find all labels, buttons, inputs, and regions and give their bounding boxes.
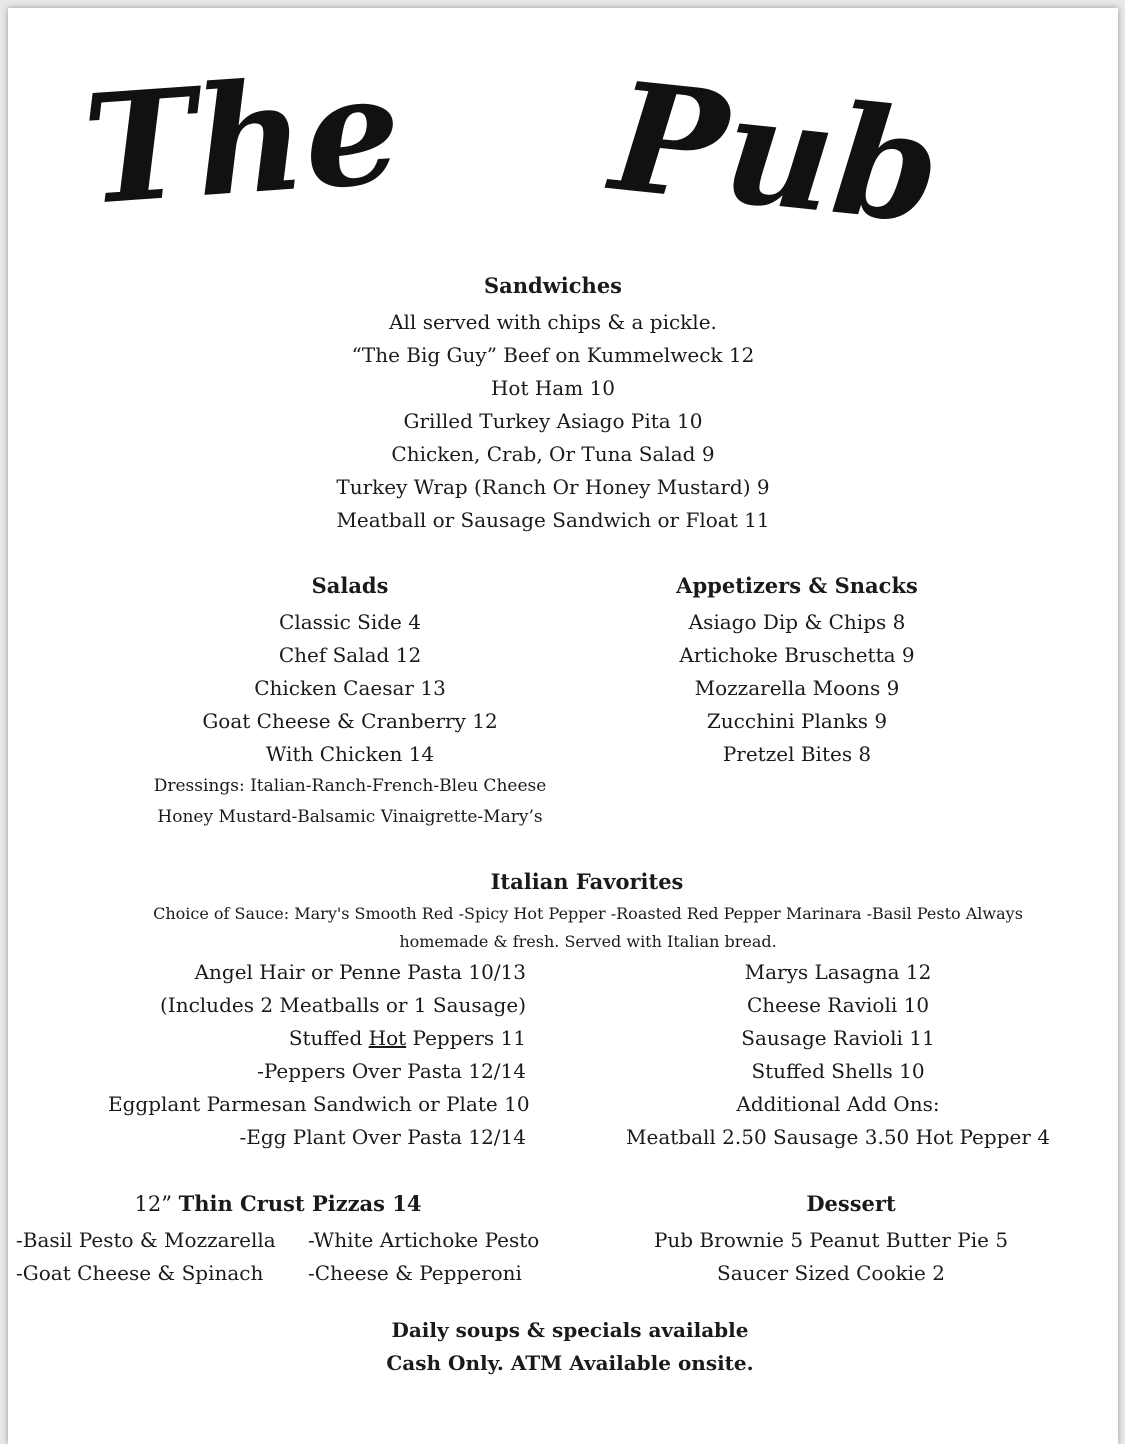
appetizers-section <box>647 606 947 771</box>
pizza-size: 12” <box>134 1192 179 1216</box>
menu-item: -Peppers Over Pasta 12/14 <box>257 1059 526 1083</box>
add-ons-prices: Meatball 2.50 Sausage 3.50 Hot Pepper 4 <box>626 1125 1050 1149</box>
italian-heading: Italian Favorites <box>490 869 684 894</box>
dessert-heading: Dessert <box>806 1191 896 1216</box>
menu-item: Cheese Ravioli 10 <box>746 993 930 1017</box>
menu-item <box>108 1022 526 1055</box>
menu-title <box>68 68 1068 238</box>
pizza-item: -Goat Cheese & Spinach <box>16 1261 264 1285</box>
sandwiches-heading: Sandwiches <box>483 273 623 298</box>
dessert-section <box>611 1224 1051 1290</box>
menu-item: -Egg Plant Over Pasta 12/14 <box>239 1125 526 1149</box>
italian-left-column <box>108 956 530 1154</box>
menu-page <box>8 8 1118 1444</box>
menu-item: Asiago Dip & Chips 8 <box>688 610 906 634</box>
menu-item: Goat Cheese & Cranberry 12 <box>202 709 498 733</box>
menu-item: Zucchini Planks 9 <box>706 709 888 733</box>
menu-item: Grilled Turkey Asiago Pita 10 <box>403 409 703 433</box>
stuffed-hot: Hot <box>368 1026 407 1050</box>
menu-item: Turkey Wrap (Ranch Or Honey Mustard) 9 <box>336 475 770 499</box>
menu-item: (Includes 2 Meatballs or 1 Sausage) <box>160 993 526 1017</box>
footer-specials: Daily soups & specials available <box>391 1318 749 1342</box>
title-pub: Pub <box>604 68 948 238</box>
menu-item: With Chicken 14 <box>265 742 435 766</box>
sandwiches-section <box>253 306 853 537</box>
pizza-heading-text: Thin Crust Pizzas 14 <box>178 1191 422 1216</box>
menu-item: Mozzarella Moons 9 <box>694 676 900 700</box>
stuffed-prefix: Stuffed <box>288 1026 369 1050</box>
pizza-item: -Basil Pesto & Mozzarella <box>16 1228 276 1252</box>
pizza-item: -White Artichoke Pesto <box>308 1228 540 1252</box>
menu-item: Pub Brownie 5 Peanut Butter Pie 5 <box>653 1228 1009 1252</box>
pizzas-heading <box>78 1191 478 1216</box>
appetizers-heading: Appetizers & Snacks <box>676 573 918 598</box>
salads-section <box>150 606 550 833</box>
title-the: The <box>78 68 406 238</box>
dressings-line: Dressings: Italian-Ranch-French-Bleu Cheese <box>153 776 547 796</box>
menu-item: Stuffed Shells 10 <box>751 1059 925 1083</box>
footer-cash: Cash Only. ATM Available onsite. <box>386 1351 754 1375</box>
menu-item: Chef Salad 12 <box>278 643 422 667</box>
menu-item: “The Big Guy” Beef on Kummelweck 12 <box>351 343 755 367</box>
italian-right-column <box>618 956 1058 1154</box>
salads-heading: Salads <box>311 573 389 598</box>
sandwiches-note: All served with chips & a pickle. <box>389 310 717 334</box>
menu-item: Marys Lasagna 12 <box>744 960 932 984</box>
menu-item: Sausage Ravioli 11 <box>741 1026 935 1050</box>
menu-item: Pretzel Bites 8 <box>722 742 872 766</box>
menu-item: Chicken Caesar 13 <box>254 676 446 700</box>
pizza-item: -Cheese & Pepperoni <box>308 1261 522 1285</box>
menu-item: Saucer Sized Cookie 2 <box>717 1261 945 1285</box>
menu-item: Classic Side 4 <box>279 610 421 634</box>
add-ons-label: Additional Add Ons: <box>736 1092 940 1116</box>
menu-item: Angel Hair or Penne Pasta 10/13 <box>194 960 526 984</box>
sauce-note: Choice of Sauce: Mary's Smooth Red -Spicy Hot Pepper -Roasted Red Pepper Marinara -Basil Pesto Always homemade & fresh. Served with Italian bread. <box>153 904 1023 951</box>
stuffed-suffix: Peppers 11 <box>406 1026 526 1050</box>
menu-item: Chicken, Crab, Or Tuna Salad 9 <box>391 442 715 466</box>
menu-item: Artichoke Bruschetta 9 <box>679 643 915 667</box>
menu-item: Hot Ham 10 <box>490 376 615 400</box>
menu-item: Eggplant Parmesan Sandwich or Plate 10 <box>108 1092 530 1116</box>
menu-item: Meatball or Sausage Sandwich or Float 11 <box>336 508 770 532</box>
dressings-line: Honey Mustard-Balsamic Vinaigrette-Mary’s <box>157 807 543 827</box>
